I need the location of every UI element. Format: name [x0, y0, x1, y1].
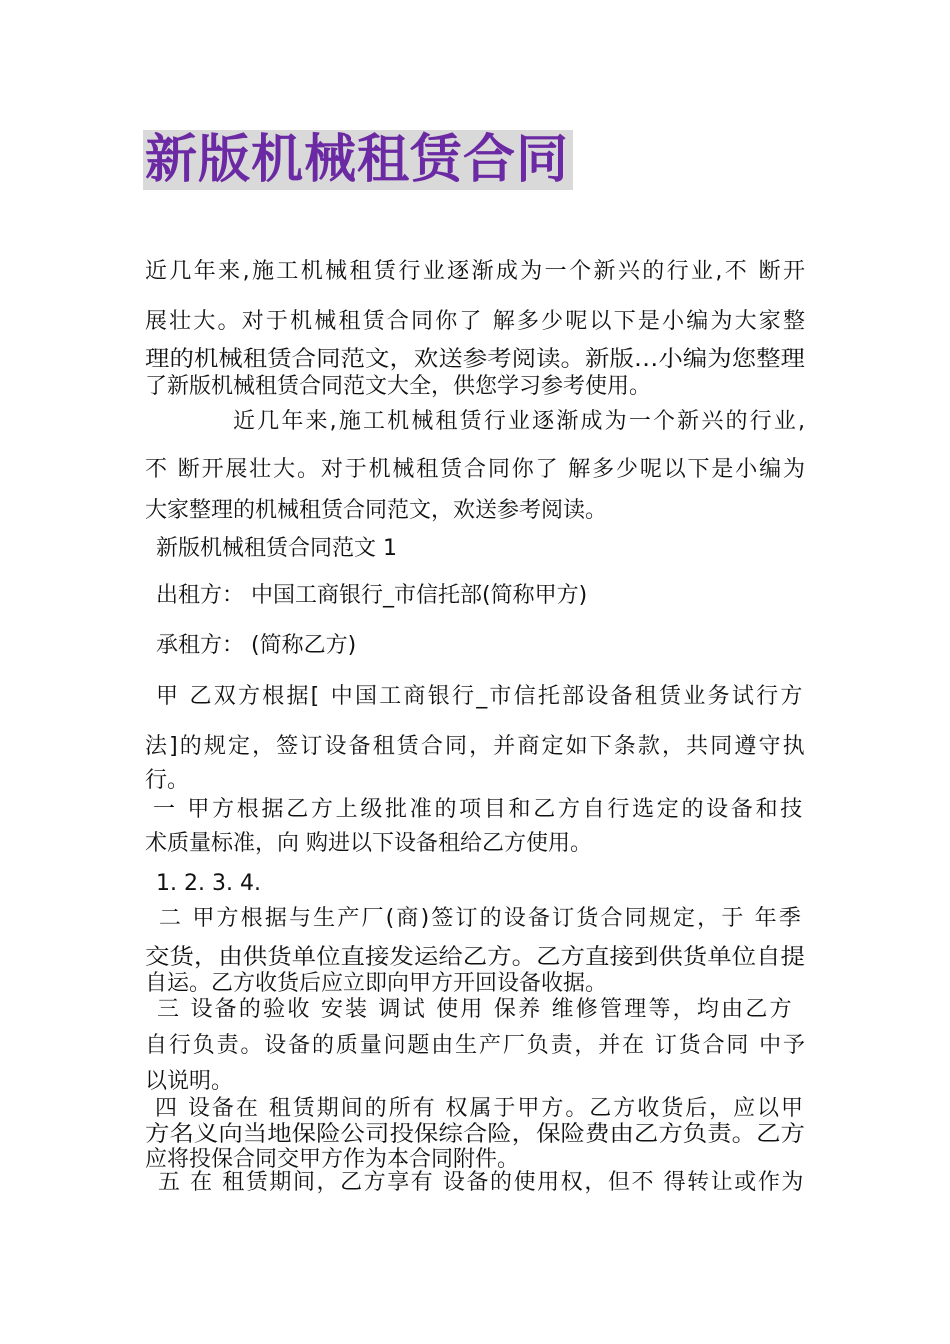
body-line: 法]的规定，签订设备租赁合同，并商定如下条款，共同遵守执 [145, 734, 807, 759]
body-line: 交货，由供货单位直接发运给乙方。乙方直接到供货单位自提 [145, 945, 806, 970]
body-line: 承租方： (简称乙方) [156, 633, 357, 658]
body-line: 1. 2. 3. 4. [156, 871, 261, 896]
document-title: 新版机械租赁合同 [145, 130, 570, 190]
body-line: 出租方： 中国工商银行_市信托部(简称甲方) [156, 583, 588, 608]
body-line: 行。 [145, 768, 190, 793]
body-line: 新版机械租赁合同范文 1 [156, 536, 397, 561]
body-line: 近几年来,施工机械租赁行业逐渐成为一个新兴的行业, [233, 409, 808, 434]
body-line: 近几年来,施工机械租赁行业逐渐成为一个新兴的行业,不 断开 [145, 259, 808, 284]
body-line: 应将投保合同交甲方作为本合同附件。 [145, 1147, 520, 1172]
body-line: 以说明。 [145, 1069, 234, 1094]
body-line: 自运。乙方收货后应立即向甲方开回设备收据。 [145, 971, 608, 996]
body-line: 四 设备在 租赁期间的所有 权属于甲方。乙方收货后，应以甲 [155, 1096, 805, 1121]
body-line: 三 设备的验收 安装 调试 使用 保养 维修管理等，均由乙方 [157, 997, 794, 1022]
body-line: 展壮大。对于机械租赁合同你了 解多少呢以下是小编为大家整 [145, 309, 808, 334]
body-line: 一 甲方根据乙方上级批准的项目和乙方自行选定的设备和技 [153, 797, 805, 822]
body-line: 自行负责。设备的质量问题由生产厂负责，并在 订货合同 中予 [145, 1033, 807, 1058]
body-line: 大家整理的机械租赁合同范文，欢送参考阅读。 [145, 498, 608, 523]
body-line: 不 断开展壮大。对于机械租赁合同你了 解多少呢以下是小编为 [145, 457, 807, 482]
title-highlight [143, 130, 573, 190]
body-line: 二 甲方根据与生产厂(商)签订的设备订货合同规定，于 年季 [159, 906, 803, 931]
body-line: 五 在 租赁期间，乙方享有 设备的使用权，但不 得转让或作为 [158, 1170, 805, 1195]
body-line: 术质量标准，向 购进以下设备租给乙方使用。 [145, 831, 592, 856]
body-line: 理的机械租赁合同范文，欢送参考阅读。新版…小编为您整理 [145, 347, 806, 372]
body-line: 甲 乙双方根据[ 中国工商银行_市信托部设备租赁业务试行方 [156, 684, 805, 709]
body-line: 了新版机械租赁合同范文大全，供您学习参考使用。 [145, 374, 652, 399]
body-line: 方名义向当地保险公司投保综合险，保险费由乙方负责。乙方 [145, 1122, 806, 1147]
